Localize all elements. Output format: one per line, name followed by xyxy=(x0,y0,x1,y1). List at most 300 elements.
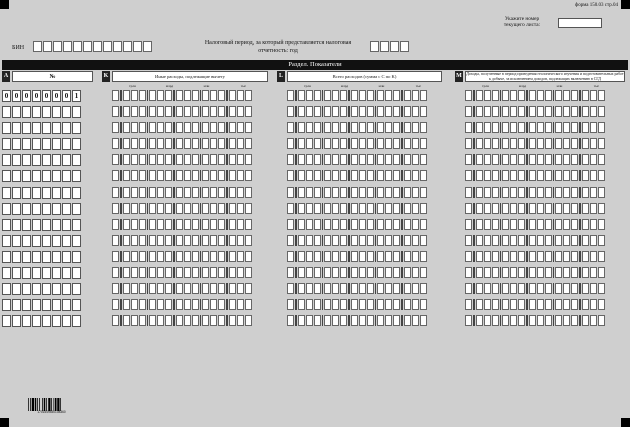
amount-digit-cell[interactable] xyxy=(245,299,252,310)
amount-digit-cell[interactable] xyxy=(324,267,331,278)
row-number-cell[interactable] xyxy=(32,315,41,327)
amount-digit-cell[interactable] xyxy=(139,170,146,181)
row-number-cell[interactable] xyxy=(52,187,61,199)
amount-digit-cell[interactable] xyxy=(192,122,199,133)
amount-digit-cell[interactable] xyxy=(131,235,138,246)
amount-digit-cell[interactable] xyxy=(598,219,605,230)
amount-digit-cell[interactable] xyxy=(367,154,374,165)
amount-digit-cell[interactable] xyxy=(112,203,119,214)
amount-digit-cell[interactable] xyxy=(359,170,366,181)
amount-digit-cell[interactable] xyxy=(404,138,411,149)
amount-digit-cell[interactable] xyxy=(537,267,544,278)
amount-digit-cell[interactable] xyxy=(598,106,605,117)
row-number-cell[interactable] xyxy=(52,283,61,295)
amount-digit-cell[interactable] xyxy=(518,219,525,230)
amount-digit-cell[interactable] xyxy=(404,154,411,165)
amount-digit-cell[interactable] xyxy=(571,299,578,310)
amount-digit-cell[interactable] xyxy=(324,283,331,294)
amount-digit-cell[interactable] xyxy=(367,251,374,262)
amount-digit-cell[interactable] xyxy=(351,170,358,181)
amount-digit-cell[interactable] xyxy=(340,251,347,262)
amount-digit-cell[interactable] xyxy=(112,219,119,230)
amount-digit-cell[interactable] xyxy=(332,187,339,198)
amount-digit-cell[interactable] xyxy=(245,283,252,294)
amount-digit-cell[interactable] xyxy=(510,90,517,101)
amount-digit-cell[interactable] xyxy=(359,267,366,278)
row-number-cell[interactable] xyxy=(2,106,11,118)
amount-digit-cell[interactable] xyxy=(385,154,392,165)
amount-digit-cell[interactable] xyxy=(590,90,597,101)
amount-digit-cell[interactable] xyxy=(218,219,225,230)
row-number-cell[interactable] xyxy=(2,138,11,150)
amount-digit-cell[interactable] xyxy=(123,315,130,326)
amount-digit-cell[interactable] xyxy=(324,106,331,117)
amount-digit-cell[interactable] xyxy=(324,299,331,310)
row-number-cell[interactable] xyxy=(2,315,11,327)
amount-digit-cell[interactable] xyxy=(598,251,605,262)
amount-digit-cell[interactable] xyxy=(492,315,499,326)
amount-digit-cell[interactable] xyxy=(359,315,366,326)
amount-digit-cell[interactable] xyxy=(184,267,191,278)
amount-digit-cell[interactable] xyxy=(157,170,164,181)
amount-digit-cell[interactable] xyxy=(529,154,536,165)
amount-digit-cell[interactable] xyxy=(340,267,347,278)
amount-digit-cell[interactable] xyxy=(332,138,339,149)
amount-digit-cell[interactable] xyxy=(484,219,491,230)
amount-digit-cell[interactable] xyxy=(377,235,384,246)
row-number-cell[interactable] xyxy=(2,187,11,199)
amount-digit-cell[interactable] xyxy=(131,138,138,149)
amount-digit-cell[interactable] xyxy=(529,219,536,230)
amount-digit-cell[interactable] xyxy=(537,170,544,181)
amount-digit-cell[interactable] xyxy=(351,90,358,101)
amount-digit-cell[interactable] xyxy=(582,122,589,133)
amount-digit-cell[interactable] xyxy=(465,154,472,165)
amount-digit-cell[interactable] xyxy=(555,315,562,326)
amount-digit-cell[interactable] xyxy=(202,283,209,294)
amount-digit-cell[interactable] xyxy=(139,219,146,230)
amount-digit-cell[interactable] xyxy=(112,106,119,117)
amount-digit-cell[interactable] xyxy=(332,251,339,262)
amount-digit-cell[interactable] xyxy=(555,219,562,230)
amount-digit-cell[interactable] xyxy=(582,283,589,294)
amount-digit-cell[interactable] xyxy=(393,299,400,310)
amount-digit-cell[interactable] xyxy=(484,283,491,294)
amount-digit-cell[interactable] xyxy=(412,267,419,278)
amount-digit-cell[interactable] xyxy=(476,106,483,117)
amount-digit-cell[interactable] xyxy=(518,283,525,294)
amount-digit-cell[interactable] xyxy=(484,187,491,198)
amount-digit-cell[interactable] xyxy=(545,299,552,310)
row-number-cell[interactable] xyxy=(52,122,61,134)
amount-digit-cell[interactable] xyxy=(404,251,411,262)
amount-digit-cell[interactable] xyxy=(229,154,236,165)
row-number-cell[interactable] xyxy=(42,187,51,199)
amount-digit-cell[interactable] xyxy=(184,283,191,294)
amount-digit-cell[interactable] xyxy=(287,251,294,262)
amount-digit-cell[interactable] xyxy=(112,170,119,181)
amount-digit-cell[interactable] xyxy=(393,251,400,262)
amount-digit-cell[interactable] xyxy=(359,235,366,246)
amount-digit-cell[interactable] xyxy=(529,251,536,262)
amount-digit-cell[interactable] xyxy=(157,90,164,101)
amount-digit-cell[interactable] xyxy=(367,283,374,294)
amount-digit-cell[interactable] xyxy=(582,267,589,278)
amount-digit-cell[interactable] xyxy=(202,138,209,149)
amount-digit-cell[interactable] xyxy=(385,235,392,246)
amount-digit-cell[interactable] xyxy=(192,283,199,294)
row-number-cell[interactable] xyxy=(42,235,51,247)
amount-digit-cell[interactable] xyxy=(176,235,183,246)
amount-digit-cell[interactable] xyxy=(332,283,339,294)
row-number-cell[interactable] xyxy=(32,170,41,182)
amount-digit-cell[interactable] xyxy=(529,90,536,101)
amount-digit-cell[interactable] xyxy=(306,187,313,198)
amount-digit-cell[interactable] xyxy=(298,203,305,214)
amount-digit-cell[interactable] xyxy=(555,106,562,117)
amount-digit-cell[interactable] xyxy=(287,187,294,198)
amount-digit-cell[interactable] xyxy=(218,138,225,149)
amount-digit-cell[interactable] xyxy=(385,122,392,133)
amount-digit-cell[interactable] xyxy=(287,299,294,310)
amount-digit-cell[interactable] xyxy=(412,299,419,310)
row-number-cell[interactable] xyxy=(72,122,81,134)
amount-digit-cell[interactable] xyxy=(324,90,331,101)
amount-digit-cell[interactable] xyxy=(131,90,138,101)
amount-digit-cell[interactable] xyxy=(563,315,570,326)
amount-digit-cell[interactable] xyxy=(582,203,589,214)
amount-digit-cell[interactable] xyxy=(131,219,138,230)
amount-digit-cell[interactable] xyxy=(404,90,411,101)
bin-digit-cell[interactable] xyxy=(73,41,82,52)
amount-digit-cell[interactable] xyxy=(420,283,427,294)
amount-digit-cell[interactable] xyxy=(245,90,252,101)
amount-digit-cell[interactable] xyxy=(184,106,191,117)
amount-digit-cell[interactable] xyxy=(476,187,483,198)
amount-digit-cell[interactable] xyxy=(340,299,347,310)
amount-digit-cell[interactable] xyxy=(420,315,427,326)
amount-digit-cell[interactable] xyxy=(492,299,499,310)
amount-digit-cell[interactable] xyxy=(165,267,172,278)
amount-digit-cell[interactable] xyxy=(555,154,562,165)
amount-digit-cell[interactable] xyxy=(529,267,536,278)
amount-digit-cell[interactable] xyxy=(176,203,183,214)
amount-digit-cell[interactable] xyxy=(157,187,164,198)
amount-digit-cell[interactable] xyxy=(598,170,605,181)
amount-digit-cell[interactable] xyxy=(351,235,358,246)
amount-digit-cell[interactable] xyxy=(420,219,427,230)
amount-digit-cell[interactable] xyxy=(218,251,225,262)
amount-digit-cell[interactable] xyxy=(529,235,536,246)
amount-digit-cell[interactable] xyxy=(510,219,517,230)
amount-digit-cell[interactable] xyxy=(131,187,138,198)
amount-digit-cell[interactable] xyxy=(139,90,146,101)
amount-digit-cell[interactable] xyxy=(165,299,172,310)
amount-digit-cell[interactable] xyxy=(340,203,347,214)
tax-period-digit-cell[interactable] xyxy=(370,41,379,52)
amount-digit-cell[interactable] xyxy=(510,138,517,149)
row-number-cell[interactable] xyxy=(32,251,41,263)
amount-digit-cell[interactable] xyxy=(582,187,589,198)
amount-digit-cell[interactable] xyxy=(484,267,491,278)
amount-digit-cell[interactable] xyxy=(176,251,183,262)
amount-digit-cell[interactable] xyxy=(306,170,313,181)
amount-digit-cell[interactable] xyxy=(131,203,138,214)
amount-digit-cell[interactable] xyxy=(123,251,130,262)
bin-digit-cell[interactable] xyxy=(103,41,112,52)
amount-digit-cell[interactable] xyxy=(393,315,400,326)
amount-digit-cell[interactable] xyxy=(492,106,499,117)
amount-digit-cell[interactable] xyxy=(492,154,499,165)
amount-digit-cell[interactable] xyxy=(218,203,225,214)
amount-digit-cell[interactable] xyxy=(123,187,130,198)
amount-digit-cell[interactable] xyxy=(229,299,236,310)
amount-digit-cell[interactable] xyxy=(165,154,172,165)
amount-digit-cell[interactable] xyxy=(340,138,347,149)
row-number-cell[interactable] xyxy=(2,203,11,215)
amount-digit-cell[interactable] xyxy=(529,122,536,133)
amount-digit-cell[interactable] xyxy=(123,122,130,133)
row-number-cell[interactable]: 0 xyxy=(12,90,21,102)
row-number-cell[interactable] xyxy=(22,299,31,311)
row-number-cell[interactable] xyxy=(22,283,31,295)
amount-digit-cell[interactable] xyxy=(563,187,570,198)
amount-digit-cell[interactable] xyxy=(149,90,156,101)
amount-digit-cell[interactable] xyxy=(112,283,119,294)
amount-digit-cell[interactable] xyxy=(298,106,305,117)
amount-digit-cell[interactable] xyxy=(518,170,525,181)
row-number-cell[interactable] xyxy=(72,138,81,150)
amount-digit-cell[interactable] xyxy=(139,251,146,262)
amount-digit-cell[interactable] xyxy=(393,235,400,246)
amount-digit-cell[interactable] xyxy=(139,299,146,310)
row-number-cell[interactable] xyxy=(32,122,41,134)
amount-digit-cell[interactable] xyxy=(582,154,589,165)
amount-digit-cell[interactable] xyxy=(210,138,217,149)
amount-digit-cell[interactable] xyxy=(465,235,472,246)
amount-digit-cell[interactable] xyxy=(476,299,483,310)
amount-digit-cell[interactable] xyxy=(176,283,183,294)
amount-digit-cell[interactable] xyxy=(359,203,366,214)
amount-digit-cell[interactable] xyxy=(377,315,384,326)
amount-digit-cell[interactable] xyxy=(598,315,605,326)
amount-digit-cell[interactable] xyxy=(518,154,525,165)
amount-digit-cell[interactable] xyxy=(218,154,225,165)
amount-digit-cell[interactable] xyxy=(131,251,138,262)
amount-digit-cell[interactable] xyxy=(165,315,172,326)
amount-digit-cell[interactable] xyxy=(237,138,244,149)
amount-digit-cell[interactable] xyxy=(123,90,130,101)
row-number-cell[interactable]: 1 xyxy=(72,90,81,102)
amount-digit-cell[interactable] xyxy=(571,267,578,278)
amount-digit-cell[interactable] xyxy=(404,203,411,214)
amount-digit-cell[interactable] xyxy=(237,235,244,246)
amount-digit-cell[interactable] xyxy=(298,90,305,101)
amount-digit-cell[interactable] xyxy=(537,154,544,165)
amount-digit-cell[interactable] xyxy=(367,138,374,149)
amount-digit-cell[interactable] xyxy=(324,251,331,262)
amount-digit-cell[interactable] xyxy=(476,219,483,230)
amount-digit-cell[interactable] xyxy=(245,138,252,149)
amount-digit-cell[interactable] xyxy=(157,219,164,230)
amount-digit-cell[interactable] xyxy=(184,122,191,133)
amount-digit-cell[interactable] xyxy=(377,251,384,262)
amount-digit-cell[interactable] xyxy=(555,299,562,310)
amount-digit-cell[interactable] xyxy=(492,219,499,230)
amount-digit-cell[interactable] xyxy=(351,315,358,326)
amount-digit-cell[interactable] xyxy=(131,299,138,310)
amount-digit-cell[interactable] xyxy=(340,106,347,117)
amount-digit-cell[interactable] xyxy=(306,138,313,149)
amount-digit-cell[interactable] xyxy=(218,235,225,246)
amount-digit-cell[interactable] xyxy=(149,154,156,165)
amount-digit-cell[interactable] xyxy=(229,203,236,214)
amount-digit-cell[interactable] xyxy=(510,106,517,117)
amount-digit-cell[interactable] xyxy=(287,106,294,117)
amount-digit-cell[interactable] xyxy=(510,283,517,294)
amount-digit-cell[interactable] xyxy=(598,90,605,101)
amount-digit-cell[interactable] xyxy=(237,315,244,326)
row-number-cell[interactable] xyxy=(12,187,21,199)
amount-digit-cell[interactable] xyxy=(563,138,570,149)
amount-digit-cell[interactable] xyxy=(510,235,517,246)
amount-digit-cell[interactable] xyxy=(139,187,146,198)
amount-digit-cell[interactable] xyxy=(393,283,400,294)
amount-digit-cell[interactable] xyxy=(192,170,199,181)
amount-digit-cell[interactable] xyxy=(351,138,358,149)
sheet-number-input[interactable] xyxy=(558,18,602,28)
amount-digit-cell[interactable] xyxy=(529,283,536,294)
amount-digit-cell[interactable] xyxy=(139,122,146,133)
amount-digit-cell[interactable] xyxy=(192,187,199,198)
amount-digit-cell[interactable] xyxy=(192,203,199,214)
amount-digit-cell[interactable] xyxy=(149,219,156,230)
row-number-cell[interactable]: 0 xyxy=(32,90,41,102)
amount-digit-cell[interactable] xyxy=(367,235,374,246)
amount-digit-cell[interactable] xyxy=(332,219,339,230)
amount-digit-cell[interactable] xyxy=(202,170,209,181)
amount-digit-cell[interactable] xyxy=(412,106,419,117)
amount-digit-cell[interactable] xyxy=(590,235,597,246)
row-number-cell[interactable] xyxy=(72,267,81,279)
amount-digit-cell[interactable] xyxy=(537,219,544,230)
row-number-cell[interactable] xyxy=(22,170,31,182)
amount-digit-cell[interactable] xyxy=(340,219,347,230)
amount-digit-cell[interactable] xyxy=(404,235,411,246)
amount-digit-cell[interactable] xyxy=(590,203,597,214)
row-number-cell[interactable] xyxy=(72,299,81,311)
amount-digit-cell[interactable] xyxy=(245,315,252,326)
amount-digit-cell[interactable] xyxy=(192,154,199,165)
amount-digit-cell[interactable] xyxy=(412,283,419,294)
amount-digit-cell[interactable] xyxy=(165,219,172,230)
amount-digit-cell[interactable] xyxy=(367,122,374,133)
amount-digit-cell[interactable] xyxy=(537,138,544,149)
amount-digit-cell[interactable] xyxy=(245,122,252,133)
amount-digit-cell[interactable] xyxy=(306,122,313,133)
row-number-cell[interactable] xyxy=(62,203,71,215)
amount-digit-cell[interactable] xyxy=(314,122,321,133)
amount-digit-cell[interactable] xyxy=(324,187,331,198)
amount-digit-cell[interactable] xyxy=(476,203,483,214)
amount-digit-cell[interactable] xyxy=(245,154,252,165)
row-number-cell[interactable] xyxy=(42,122,51,134)
row-number-cell[interactable] xyxy=(42,267,51,279)
amount-digit-cell[interactable] xyxy=(210,106,217,117)
amount-digit-cell[interactable] xyxy=(571,170,578,181)
amount-digit-cell[interactable] xyxy=(563,299,570,310)
amount-digit-cell[interactable] xyxy=(314,219,321,230)
amount-digit-cell[interactable] xyxy=(237,219,244,230)
amount-digit-cell[interactable] xyxy=(123,154,130,165)
amount-digit-cell[interactable] xyxy=(598,187,605,198)
amount-digit-cell[interactable] xyxy=(324,122,331,133)
row-number-cell[interactable] xyxy=(22,235,31,247)
amount-digit-cell[interactable] xyxy=(218,122,225,133)
tax-period-digit-cell[interactable] xyxy=(380,41,389,52)
row-number-cell[interactable]: 0 xyxy=(22,90,31,102)
amount-digit-cell[interactable] xyxy=(210,299,217,310)
amount-digit-cell[interactable] xyxy=(359,251,366,262)
amount-digit-cell[interactable] xyxy=(192,106,199,117)
amount-digit-cell[interactable] xyxy=(555,267,562,278)
amount-digit-cell[interactable] xyxy=(176,170,183,181)
amount-digit-cell[interactable] xyxy=(157,235,164,246)
row-number-cell[interactable] xyxy=(42,138,51,150)
amount-digit-cell[interactable] xyxy=(492,170,499,181)
amount-digit-cell[interactable] xyxy=(112,122,119,133)
amount-digit-cell[interactable] xyxy=(492,203,499,214)
amount-digit-cell[interactable] xyxy=(404,106,411,117)
amount-digit-cell[interactable] xyxy=(571,122,578,133)
amount-digit-cell[interactable] xyxy=(229,251,236,262)
amount-digit-cell[interactable] xyxy=(484,315,491,326)
amount-digit-cell[interactable] xyxy=(287,315,294,326)
row-number-cell[interactable] xyxy=(52,251,61,263)
amount-digit-cell[interactable] xyxy=(385,267,392,278)
amount-digit-cell[interactable] xyxy=(529,315,536,326)
amount-digit-cell[interactable] xyxy=(324,154,331,165)
amount-digit-cell[interactable] xyxy=(518,138,525,149)
row-number-cell[interactable] xyxy=(12,219,21,231)
amount-digit-cell[interactable] xyxy=(484,170,491,181)
amount-digit-cell[interactable] xyxy=(545,122,552,133)
amount-digit-cell[interactable] xyxy=(210,122,217,133)
row-number-cell[interactable] xyxy=(12,170,21,182)
amount-digit-cell[interactable] xyxy=(367,267,374,278)
amount-digit-cell[interactable] xyxy=(590,267,597,278)
amount-digit-cell[interactable] xyxy=(237,267,244,278)
amount-digit-cell[interactable] xyxy=(385,251,392,262)
row-number-cell[interactable] xyxy=(12,138,21,150)
row-number-cell[interactable]: 0 xyxy=(62,90,71,102)
row-number-cell[interactable] xyxy=(12,154,21,166)
amount-digit-cell[interactable] xyxy=(582,235,589,246)
amount-digit-cell[interactable] xyxy=(314,315,321,326)
amount-digit-cell[interactable] xyxy=(202,219,209,230)
amount-digit-cell[interactable] xyxy=(314,170,321,181)
amount-digit-cell[interactable] xyxy=(298,235,305,246)
amount-digit-cell[interactable] xyxy=(192,90,199,101)
amount-digit-cell[interactable] xyxy=(202,122,209,133)
amount-digit-cell[interactable] xyxy=(420,267,427,278)
bin-digit-cell[interactable] xyxy=(113,41,122,52)
amount-digit-cell[interactable] xyxy=(298,299,305,310)
amount-digit-cell[interactable] xyxy=(502,106,509,117)
row-number-cell[interactable] xyxy=(42,106,51,118)
amount-digit-cell[interactable] xyxy=(157,267,164,278)
amount-digit-cell[interactable] xyxy=(420,203,427,214)
